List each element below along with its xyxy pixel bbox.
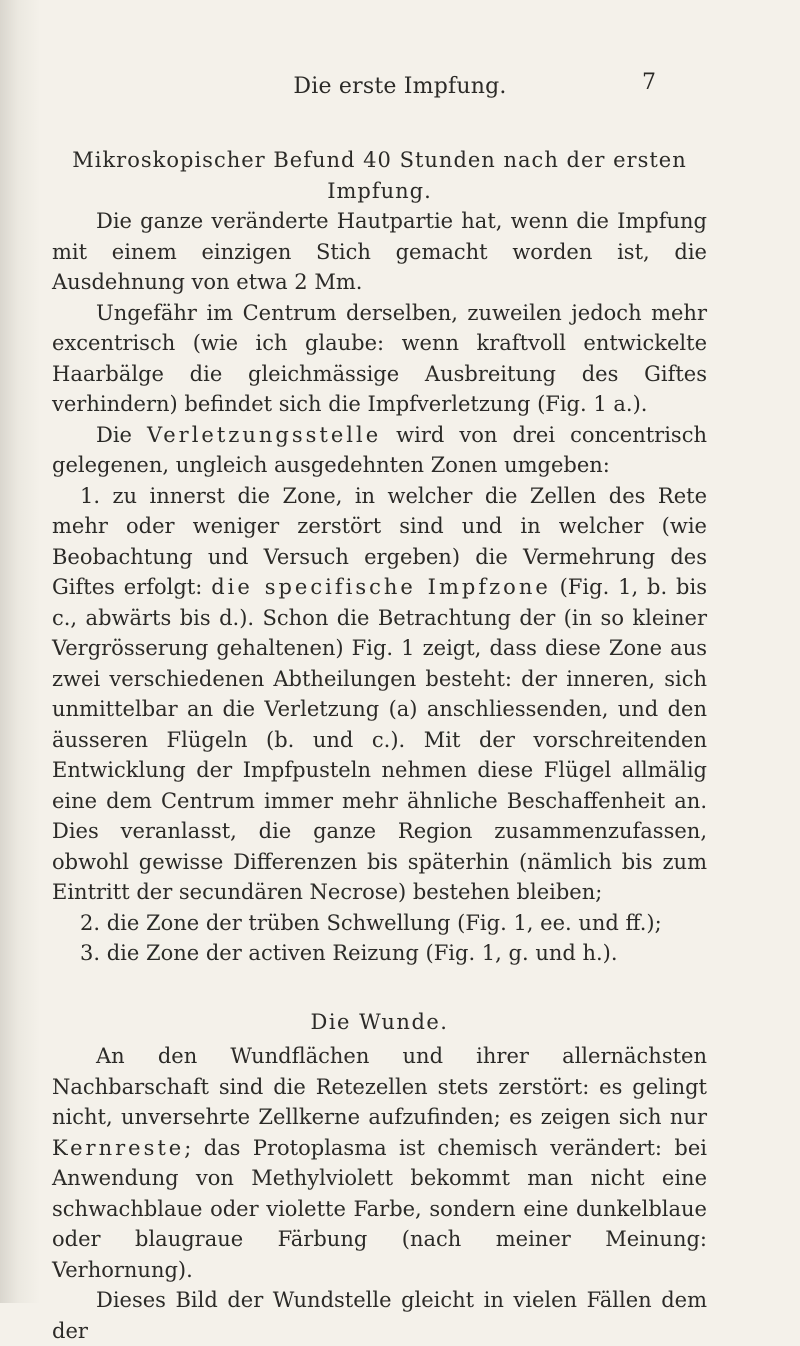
section-heading-wound: Die Wunde. (310, 1009, 449, 1034)
paragraph-wound-image: Dieses Bild der Wundstelle gleicht in vielen Fällen dem der (52, 1288, 707, 1343)
list-item-zone-2: 2. die Zone der trüben Schwellung (Fig. 1, ee. und ff.); (80, 910, 662, 935)
text-suffix: (Fig. 1, b. bis c., abwärts bis d.). Schon die Betrachtung der (in so kleiner Vergrösserung gehaltenen) Fig. 1 zeigt, dass diese Zone aus zwei verschiedenen Abtheilungen besteht: der inneren, sich unmittelbar an die Verletzung (a) anschliessenden, und den äusseren Flügeln (b. und c.). Mit der vorschreitenden Entwicklung der Impfpusteln nehmen diese Flügel allmälig eine dem Centrum immer mehr ähnliche Beschaffenheit an. Dies veranlasst, die ganze Region zusammenzufassen, obwohl gewisse Differenzen bis späterhin (nämlich bis zum Eintritt der secundären Necrose) bestehen bleiben; (52, 575, 707, 904)
text-prefix: 1. zu innerst die Zone, in welcher die Zellen des Rete mehr oder weniger zerstört sind und in welcher (wie Beobachtung und Versuch ergeben) die Vermehrung des Giftes erfolgt: (52, 483, 707, 599)
paragraph-extent: Die ganze veränderte Hautpartie hat, wenn die Impfung mit einem einzigen Stich gemacht worden ist, die Ausdehnung von etwa 2 Mm. (52, 209, 707, 294)
emphasis-verletzungsstelle: Verletzungsstelle (147, 422, 382, 447)
paragraph-centre: Ungefähr im Centrum derselben, zuweilen jedoch mehr excentrisch (wie ich glaube: wenn kraftvoll entwickelte Haarbälge die gleichmässige Ausbreitung des Giftes verhindern) befindet sich die Impfverletzung (Fig. 1 a.). (52, 300, 707, 416)
running-header-title: Die erste Impfung. (293, 74, 507, 99)
text-prefix: Die (96, 422, 148, 447)
emphasis-impfzone: die specifische Impfzone (211, 575, 551, 599)
emphasis-kernreste: Kernreste (52, 1135, 185, 1160)
section-heading-line1: Mikroskopischer Befund 40 Stunden nach der ersten (72, 148, 687, 172)
page-body (52, 145, 707, 1346)
page-number: 7 (642, 70, 656, 95)
list-item-zone-1 (52, 481, 707, 908)
paragraph-wound-surfaces (52, 1041, 707, 1285)
running-header (0, 70, 800, 108)
paragraph-zones-intro (52, 420, 707, 481)
text-prefix: An den Wundflächen und ihrer allernächsten Nachbarschaft sind die Retezellen stets zerstört: es gelingt nicht, unversehrte Zellkerne aufzufinden; es zeigen sich nur (52, 1044, 707, 1129)
section-heading-microscopic-findings (52, 145, 707, 206)
page-edge-shadow (0, 0, 40, 1303)
text-suffix: wird von drei concentrisch gelegenen, ungleich ausgedehnten Zonen umgeben: (52, 422, 707, 477)
section-heading-line2: Impfung. (327, 178, 432, 203)
list-item-zone-3: 3. die Zone der activen Reizung (Fig. 1, g. und h.). (80, 941, 618, 965)
text-suffix: ; das Protoplasma ist chemisch verändert: bei Anwendung von Methylviolett bekommt man nicht eine schwachblaue oder violette Farbe, sondern eine dunkelblaue oder blaugraue Färbung (nach meiner Meinung: Verhornung). (52, 1135, 707, 1282)
